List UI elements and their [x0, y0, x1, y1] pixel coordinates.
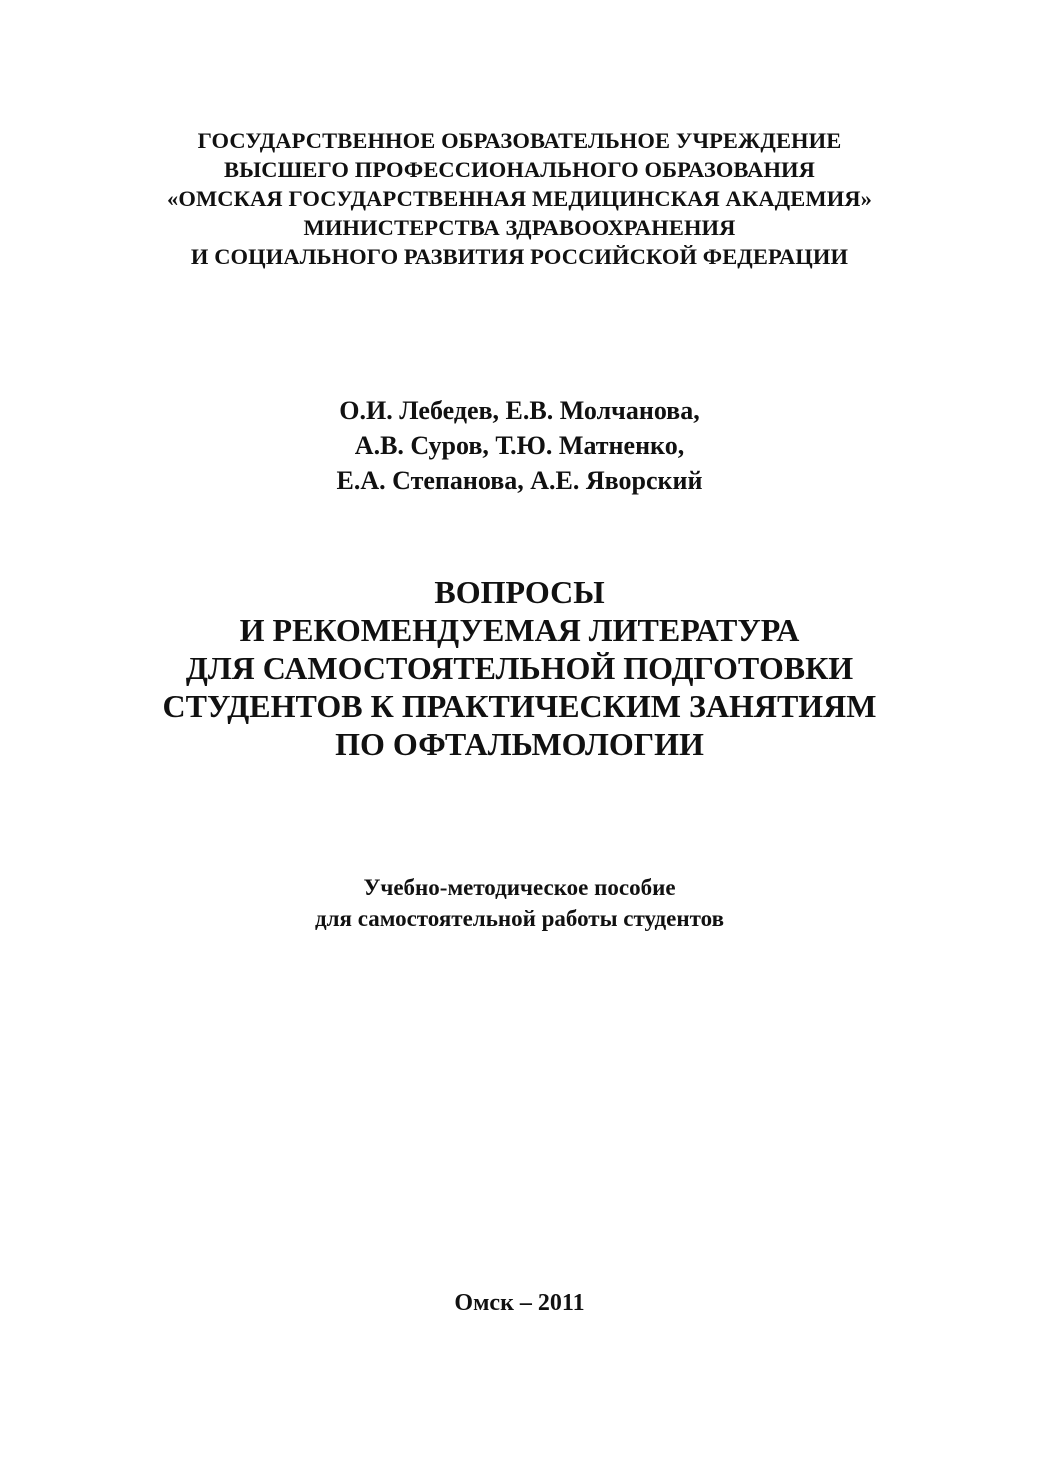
authors-list — [0, 393, 1039, 498]
institution-line: «ОМСКАЯ ГОСУДАРСТВЕННАЯ МЕДИЦИНСКАЯ АКАДЕМИЯ» — [167, 186, 872, 211]
authors-line: Е.А. Степанова, А.Е. Яворский — [336, 466, 703, 495]
subtitle-line: Учебно-методическое пособие — [363, 875, 676, 900]
institution-line: И СОЦИАЛЬНОГО РАЗВИТИЯ РОССИЙСКОЙ ФЕДЕРАЦИИ — [190, 244, 849, 269]
title-line: И РЕКОМЕНДУЕМАЯ ЛИТЕРАТУРА — [239, 612, 800, 648]
subtitle-line: для самостоятельной работы студентов — [314, 906, 724, 931]
document-title — [0, 573, 1039, 763]
title-line: ПО ОФТАЛЬМОЛОГИИ — [335, 726, 704, 762]
place-year — [0, 1288, 1039, 1318]
title-line: ДЛЯ САМОСТОЯТЕЛЬНОЙ ПОДГОТОВКИ — [185, 650, 854, 686]
authors-line: О.И. Лебедев, Е.В. Молчанова, — [339, 396, 700, 425]
institution-line: ВЫСШЕГО ПРОФЕССИОНАЛЬНОГО ОБРАЗОВАНИЯ — [223, 157, 816, 182]
document-subtitle — [0, 872, 1039, 934]
place-year-text: Омск – 2011 — [454, 1290, 585, 1316]
title-line: ВОПРОСЫ — [434, 574, 605, 610]
institution-line: МИНИСТЕРСТВА ЗДРАВООХРАНЕНИЯ — [303, 215, 736, 240]
authors-line: А.В. Суров, Т.Ю. Матненко, — [354, 431, 685, 460]
institution-heading — [0, 126, 1039, 271]
institution-line: ГОСУДАРСТВЕННОЕ ОБРАЗОВАТЕЛЬНОЕ УЧРЕЖДЕНИЕ — [197, 128, 842, 153]
title-line: СТУДЕНТОВ К ПРАКТИЧЕСКИМ ЗАНЯТИЯМ — [162, 688, 877, 724]
